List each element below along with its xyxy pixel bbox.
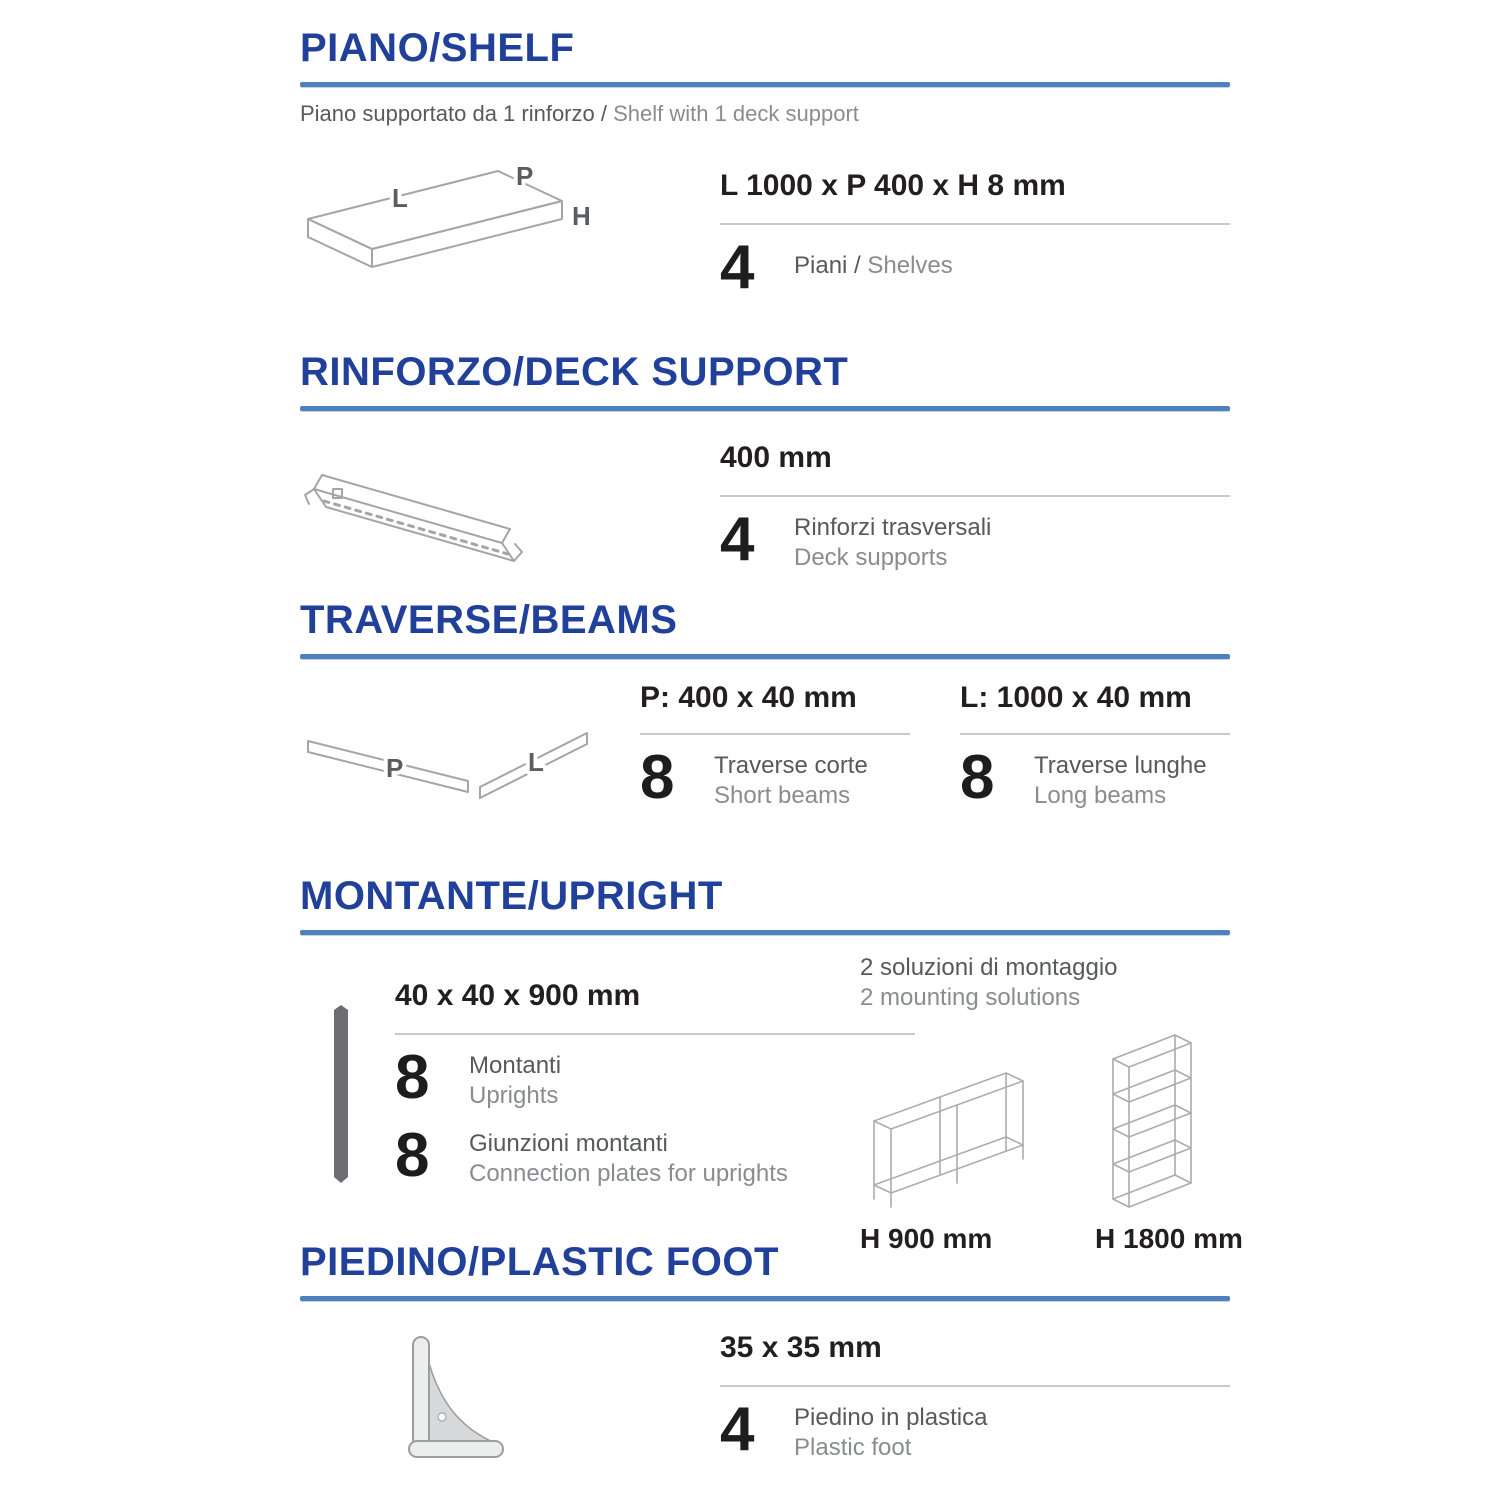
spec-divider <box>720 1385 1230 1387</box>
section-rule <box>300 82 1230 87</box>
section-shelf-subtitle <box>300 103 1230 125</box>
short-beams-column <box>640 683 910 811</box>
spec-divider <box>720 495 1230 497</box>
label-italian: Piedino in plastica <box>794 1404 988 1431</box>
section-shelf-body <box>300 143 1230 333</box>
section-shelf <box>300 28 1230 333</box>
long-beams-dimension: L: 1000 x 40 mm <box>960 681 1192 714</box>
short-beams-quantity-row <box>640 743 910 812</box>
h1800-label: H 1800 mm <box>1095 1223 1243 1254</box>
upright-diagram <box>330 1003 352 1185</box>
short-beams-quantity: 8 <box>640 743 675 812</box>
mounting-figures <box>860 1033 1243 1255</box>
mounting-solutions-intro <box>860 953 1230 1013</box>
beams-diagram <box>300 703 595 818</box>
label-italian: Traverse lunghe <box>1034 752 1207 779</box>
label-italian: Piani / <box>794 252 868 279</box>
section-beams-body <box>300 683 1230 863</box>
mounting-intro-english: 2 mounting solutions <box>860 984 1081 1011</box>
section-rule <box>300 1296 1230 1301</box>
h900-label: H 900 mm <box>860 1223 993 1254</box>
mounting-option-h900 <box>860 1065 1065 1255</box>
spec-divider <box>395 1033 915 1035</box>
section-upright <box>300 874 1243 1254</box>
shelf-height-label: H <box>572 201 591 231</box>
section-deck-support-title: RINFORZO/DECK SUPPORT <box>300 350 849 394</box>
connection-plates-quantity: 8 <box>395 1121 430 1190</box>
long-beams-column <box>960 683 1230 811</box>
label-english: Shelves <box>867 252 953 279</box>
section-deck-support-body <box>300 435 1230 605</box>
deck-support-diagram <box>300 445 530 580</box>
section-plastic-foot-body <box>300 1329 1230 1489</box>
section-deck-support <box>300 352 1230 605</box>
shelf-depth-label: P <box>516 161 534 191</box>
deck-support-quantity: 4 <box>720 505 755 574</box>
label-italian: Rinforzi trasversali <box>794 514 992 541</box>
short-beams-dimension: P: 400 x 40 mm <box>640 681 857 714</box>
beam-depth-label: P <box>386 753 404 783</box>
long-beams-quantity: 8 <box>960 743 995 812</box>
content-column <box>300 0 1243 1500</box>
section-shelf-title: PIANO/SHELF <box>300 26 575 70</box>
plastic-foot-spec <box>720 1333 1230 1463</box>
shelf-quantity-row <box>720 233 1230 302</box>
shelving-h1800-diagram <box>1095 1033 1220 1215</box>
plastic-foot-quantity-row <box>720 1395 1230 1464</box>
section-rule <box>300 930 1230 935</box>
connection-plates-label <box>469 1127 788 1189</box>
section-upright-title: MONTANTE/UPRIGHT <box>300 874 723 918</box>
plastic-foot-label <box>794 1401 987 1463</box>
connection-plates-quantity-row <box>395 1121 915 1190</box>
deck-support-quantity-row <box>720 505 1230 574</box>
long-beams-label <box>1034 749 1207 811</box>
mounting-option-h1800 <box>1095 1033 1243 1255</box>
deck-support-dimension: 400 mm <box>720 441 832 474</box>
plastic-foot-dimension: 35 x 35 mm <box>720 1331 882 1364</box>
label-english: Uprights <box>469 1082 559 1109</box>
shelf-dimension: L 1000 x P 400 x H 8 mm <box>720 169 1066 202</box>
section-plastic-foot-title: PIEDINO/PLASTIC FOOT <box>300 1240 779 1284</box>
label-english: Long beams <box>1034 782 1167 809</box>
long-beams-quantity-row <box>960 743 1230 812</box>
deck-support-label <box>794 511 991 573</box>
label-italian: Montanti <box>469 1052 562 1079</box>
uprights-quantity-row <box>395 1043 915 1112</box>
uprights-quantity: 8 <box>395 1043 430 1112</box>
section-rule <box>300 406 1230 411</box>
spec-divider <box>960 733 1230 735</box>
section-upright-body <box>300 953 1243 1254</box>
mounting-intro-italian: 2 soluzioni di montaggio <box>860 954 1118 981</box>
deck-support-spec <box>720 443 1230 573</box>
shelving-h900-diagram <box>860 1065 1065 1215</box>
spec-divider <box>640 733 910 735</box>
label-english: Plastic foot <box>794 1434 912 1461</box>
plastic-foot-diagram <box>395 1329 515 1469</box>
label-english: Deck supports <box>794 544 948 571</box>
section-beams <box>300 600 1230 863</box>
label-italian: Traverse corte <box>714 752 868 779</box>
section-beams-title: TRAVERSE/BEAMS <box>300 598 678 642</box>
mounting-solutions-block <box>860 953 1243 1255</box>
shelf-diagram <box>300 157 600 282</box>
section-rule <box>300 654 1230 659</box>
spec-divider <box>720 223 1230 225</box>
upright-dimension: 40 x 40 x 900 mm <box>395 979 641 1012</box>
upright-spec <box>395 981 915 1189</box>
short-beams-label <box>714 749 868 811</box>
beam-length-label: L <box>528 747 544 777</box>
subtitle-english: Shelf with 1 deck support <box>613 101 859 126</box>
uprights-label <box>469 1049 561 1111</box>
label-english: Short beams <box>714 782 851 809</box>
section-plastic-foot <box>300 1242 1230 1489</box>
shelf-quantity: 4 <box>720 233 755 302</box>
shelf-spec <box>720 169 1230 302</box>
plastic-foot-quantity: 4 <box>720 1395 755 1464</box>
subtitle-italian: Piano supportato da 1 rinforzo / <box>300 101 614 126</box>
label-english: Connection plates for uprights <box>469 1160 788 1187</box>
shelf-label <box>794 239 953 281</box>
label-italian: Giunzioni montanti <box>469 1130 668 1157</box>
shelf-length-label: L <box>392 183 408 213</box>
